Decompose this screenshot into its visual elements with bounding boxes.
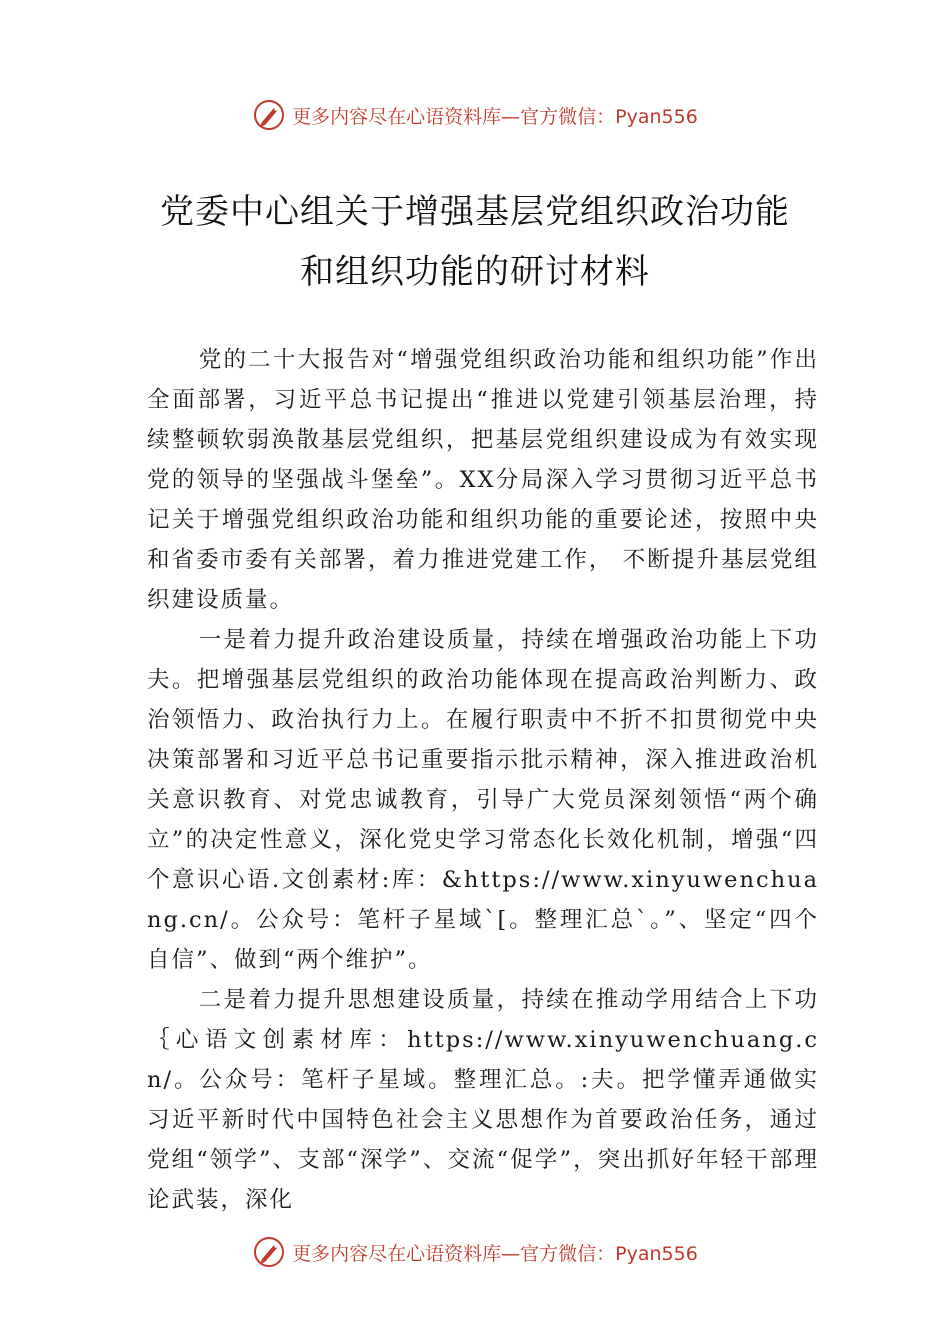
document-body xyxy=(147,340,819,1220)
title-line-2: 和组织功能的研讨材料 xyxy=(300,252,650,292)
footer-banner xyxy=(0,1232,950,1272)
banner-dash: — xyxy=(501,105,521,128)
banner-library-text: 更多内容尽在心语资料库 xyxy=(292,1242,502,1265)
banner-text xyxy=(292,1239,698,1266)
banner-wechat-text: 官方微信：Pyan556 xyxy=(520,1242,698,1265)
banner-dash: — xyxy=(501,1242,521,1265)
banner-wechat-text: 官方微信：Pyan556 xyxy=(520,105,698,128)
paragraph-political: 一是着力提升政治建设质量，持续在增强政治功能上下功夫。把增强基层党组织的政治功能体现在提高政治判断力、政治领悟力、政治执行力上。在履行职责中不折不扣贯彻党中央决策部署和习近平总书记重要指示批示精神，深入推进政治机关意识教育、对党忠诚教育，引导广大党员深刻领悟“两个确立”的决定性意义，深化党史学习常态化长效化机制，增强“四个意识心语.文创素材:库：&https://www.xinyuwenchuang.cn/。公众号：笔杆子星域`[。整理汇总`。”、坚定“四个自信”、做到“两个维护”。 xyxy=(147,627,819,973)
pen-nib-logo-icon xyxy=(252,98,286,132)
title-line-1: 党委中心组关于增强基层党组织政治功能 xyxy=(160,192,790,232)
banner-library-text: 更多内容尽在心语资料库 xyxy=(292,105,502,128)
document-title xyxy=(0,182,950,302)
header-banner xyxy=(0,95,950,135)
banner-text xyxy=(292,102,698,129)
paragraph-intro: 党的二十大报告对“增强党组织政治功能和组织功能”作出全面部署，习近平总书记提出“推进以党建引领基层治理，持续整顿软弱涣散基层党组织，把基层党组织建设成为有效实现党的领导的坚强战斗堡垒”。XX分局深入学习贯彻习近平总书记关于增强党组织政治功能和组织功能的重要论述，按照中央和省委市委有关部署，着力推进党建工作， 不断提升基层党组织建设质量。 xyxy=(147,347,819,613)
paragraph-ideological: 二是着力提升思想建设质量，持续在推动学用结合上下功｛心语文创素材库：https://www.xinyuwenchuang.cn/。公众号：笔杆子星域。整理汇总。:夫。把学懂弄通做实习近平新时代中国特色社会主义思想作为首要政治任务，通过党组“领学”、支部“深学”、交流“促学”，突出抓好年轻干部理论武装，深化 xyxy=(147,987,819,1213)
pen-nib-logo-icon xyxy=(252,1235,286,1269)
